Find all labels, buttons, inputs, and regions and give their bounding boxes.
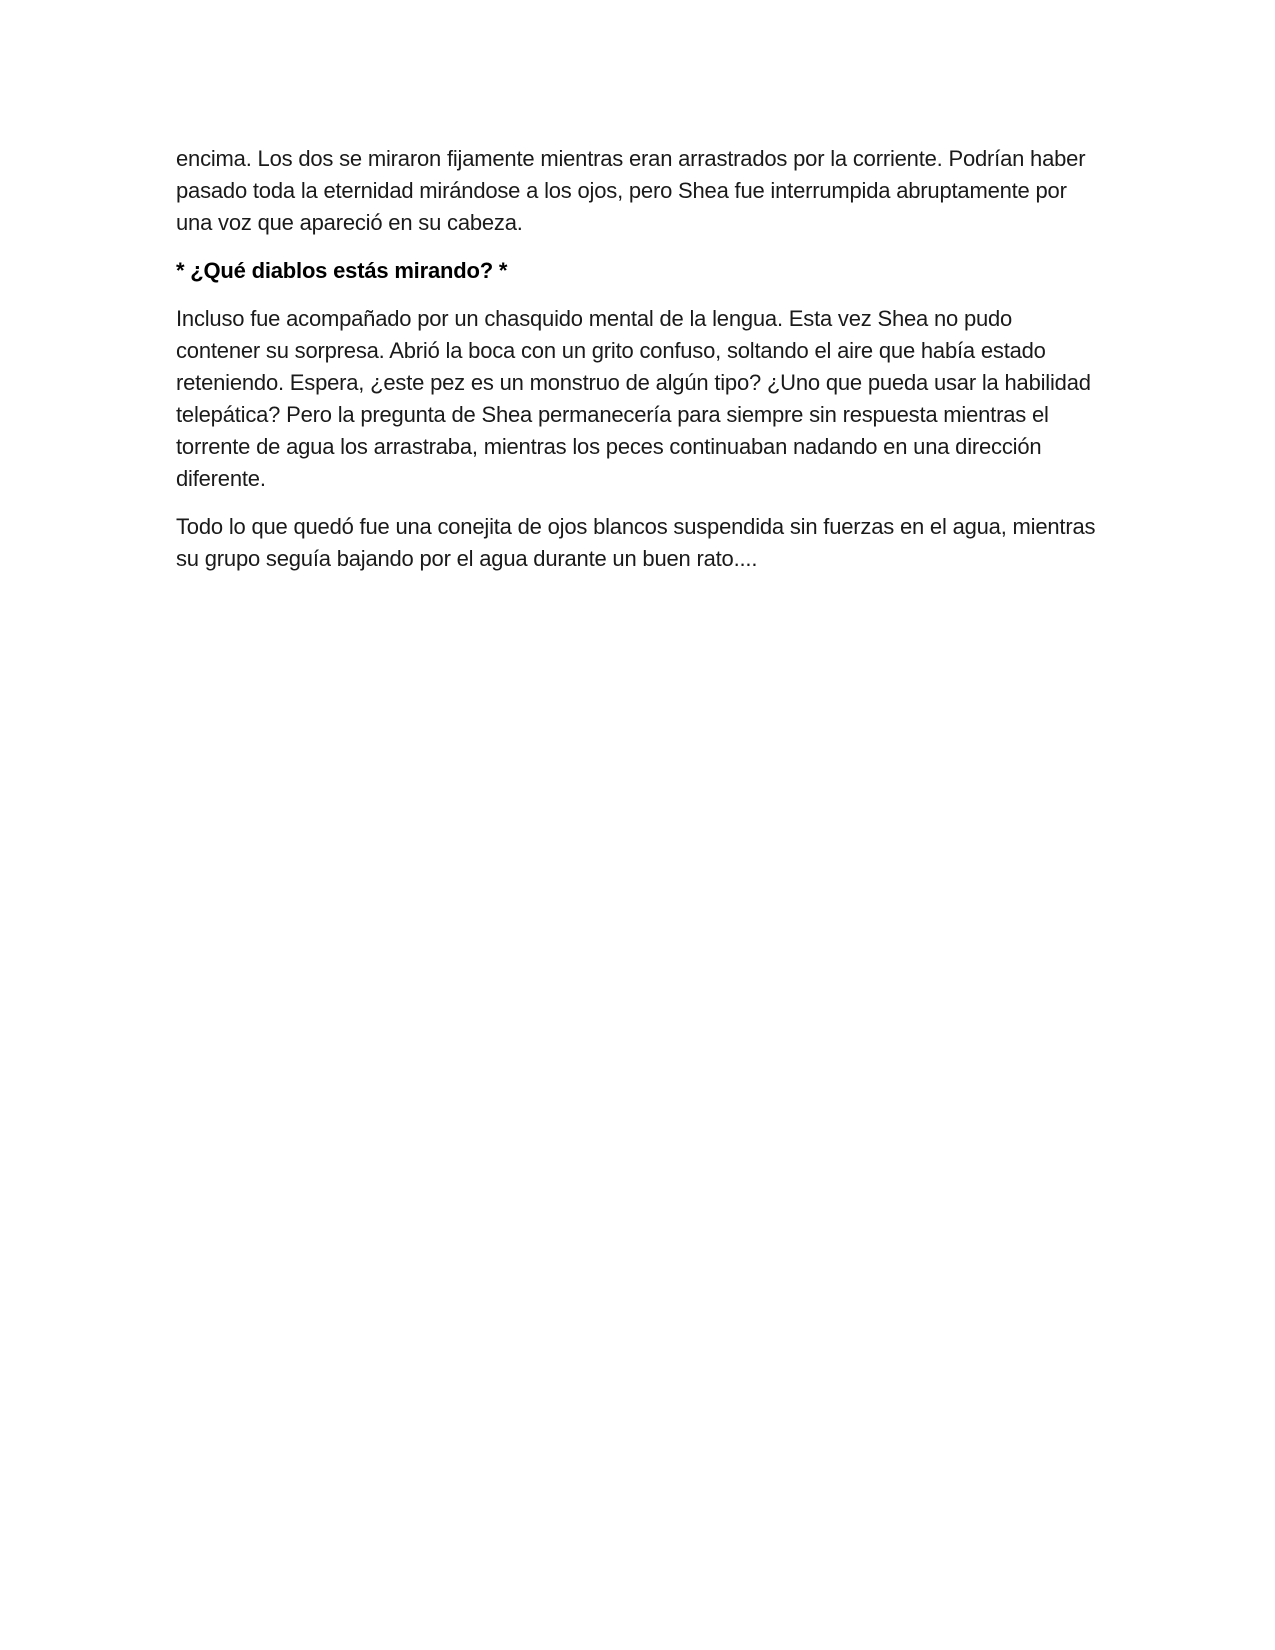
bold-heading-line: * ¿Qué diablos estás mirando? * <box>176 258 508 283</box>
paragraph-1: encima. Los dos se miraron fijamente mientras eran arrastrados por la corriente. Podrían haber pasado toda la eternidad mirándose a los ojos, pero Shea fue interrumpida abruptamente por una voz que apareció en su cabeza. <box>176 146 1086 235</box>
paragraph-3: Todo lo que quedó fue una conejita de ojos blancos suspendida sin fuerzas en el agua, mientras su grupo seguía bajando por el agua durante un buen rato.... <box>176 514 1096 571</box>
document-body <box>176 143 1096 591</box>
paragraph-2: Incluso fue acompañado por un chasquido mental de la lengua. Esta vez Shea no pudo contener su sorpresa. Abrió la boca con un grito confuso, soltando el aire que había estado reteniendo. Espera, ¿este pez es un monstruo de algún tipo? ¿Uno que pueda usar la habilidad telepática? Pero la pregunta de Shea permanecería para siempre sin respuesta mientras el torrente de agua los arrastraba, mientras los peces continuaban nadando en una dirección diferente. <box>176 306 1091 491</box>
